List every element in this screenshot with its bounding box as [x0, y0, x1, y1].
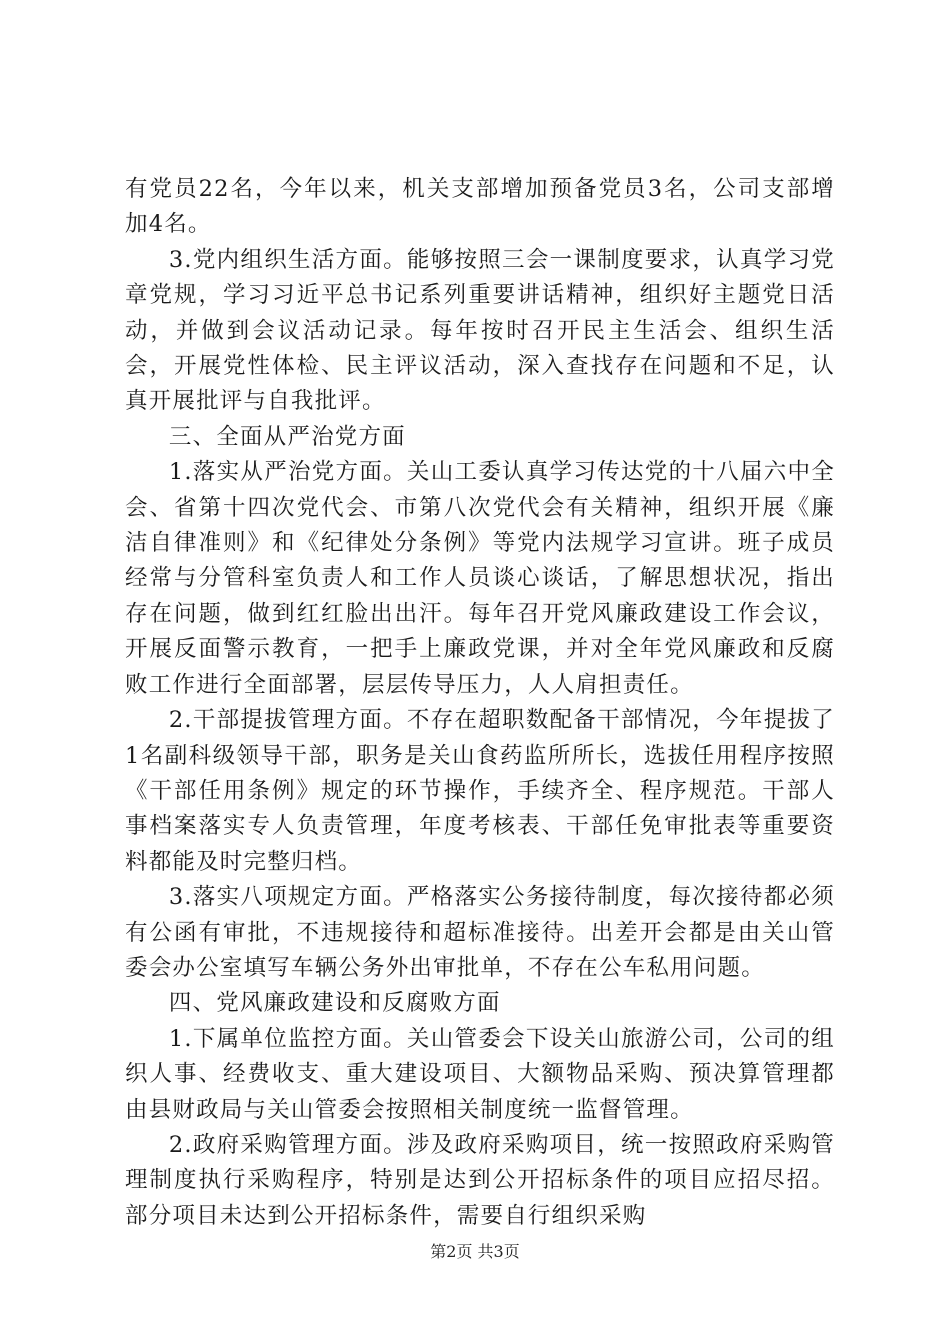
paragraph-eight-rules: 3.落实八项规定方面。严格落实公务接待制度，每次接待都必须有公函有审批，不违规接待和超标准接待。出差开会都是由关山管委会办公室填写车辆公务外出审批单，不存在公车私用问题。 — [125, 884, 835, 981]
paragraph-strict-governance: 1.落实从严治党方面。关山工委认真学习传达党的十八届六中全会、省第十四次党代会、市第八次党代会有关精神，组织开展《廉洁自律准则》和《纪律处分条例》等党内法规学习宣讲。班子成员经常与分管科室负责人和工作人员谈心谈话，了解思想状况，指出存在问题，做到红红脸出出汗。每年召开党风廉政建设工作会议，开展反面警示教育，一把手上廉政党课，并对全年党风廉政和反腐败工作进行全面部署，层层传导压力，人人肩担责任。 — [125, 459, 835, 698]
page-number-footer: 第2页 共3页 — [430, 1242, 520, 1261]
paragraph-party-life: 3.党内组织生活方面。能够按照三会一课制度要求，认真学习党章党规，学习习近平总书记系列重要讲话精神，组织好主题党日活动，并做到会议活动记录。每年按时召开民主生活会、组织生活会，开展党性体检、民主评议活动，深入查找存在问题和不足，认真开展批评与自我批评。 — [125, 246, 835, 415]
section-heading-3: 三、全面从严治党方面 — [168, 423, 406, 450]
paragraph-subordinate-monitoring: 1.下属单位监控方面。关山管委会下设关山旅游公司，公司的组织人事、经费收支、重大建设项目、大额物品采购、预决算管理都由县财政局与关山管委会按照相关制度统一监督管理。 — [125, 1025, 835, 1123]
paragraph-procurement: 2.政府采购管理方面。涉及政府采购项目，统一按照政府采购管理制度执行采购程序，特别是达到公开招标条件的项目应招尽招。部分项目未达到公开招标条件，需要自行组织采购 — [125, 1131, 835, 1229]
document-body — [125, 172, 835, 1234]
paragraph-cadre-management: 2.干部提拔管理方面。不存在超职数配备干部情况，今年提拔了1名副科级领导干部，职务是关山食药监所所长，选拔任用程序按照《干部任用条例》规定的环节操作，手续齐全、程序规范。干部人事档案落实专人负责管理，年度考核表、干部任免审批表等重要资料都能及时完整归档。 — [125, 707, 835, 875]
section-heading-4: 四、党风廉政建设和反腐败方面 — [168, 990, 501, 1017]
paragraph-continued: 有党员22名，今年以来，机关支部增加预备党员3名，公司支部增加4名。 — [125, 176, 835, 238]
